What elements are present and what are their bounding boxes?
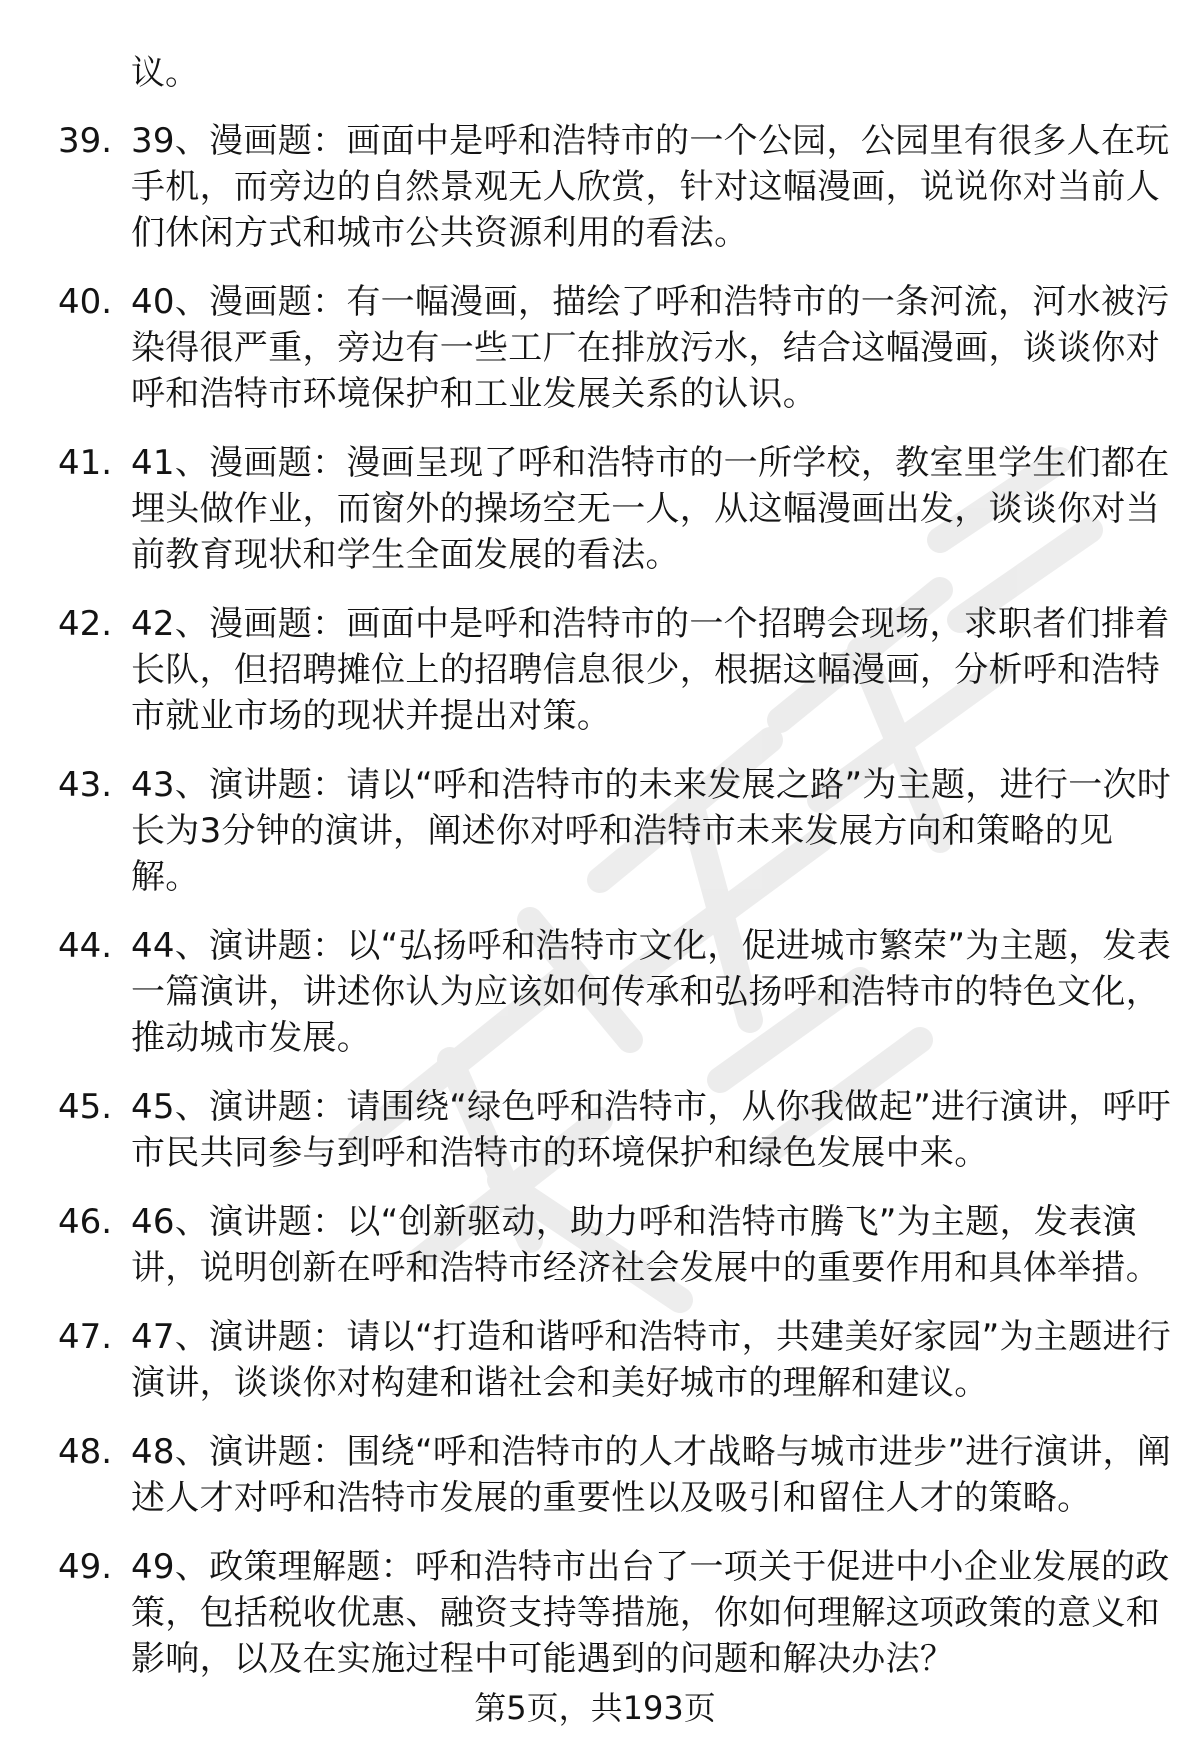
question-number: 46. [58, 1202, 113, 1242]
list-item [0, 601, 1190, 739]
question-number: 42. [58, 604, 113, 644]
list-item [0, 1084, 1190, 1176]
list-item [0, 1429, 1190, 1521]
list-item [0, 1544, 1190, 1682]
list-item [0, 1199, 1190, 1291]
question-number: 47. [58, 1317, 113, 1357]
question-text: 39、漫画题：画面中是呼和浩特市的一个公园，公园里有很多人在玩手机，而旁边的自然景观无人欣赏，针对这幅漫画，说说你对当前人们休闲方式和城市公共资源利用的看法。 [131, 121, 1170, 253]
question-text: 46、演讲题：以“创新驱动，助力呼和浩特市腾飞”为主题，发表演讲，说明创新在呼和浩特市经济社会发展中的重要作用和具体举措。 [131, 1202, 1160, 1288]
list-item [0, 118, 1190, 256]
page-indicator: 第5页，共193页 [474, 1689, 716, 1727]
question-text: 42、漫画题：画面中是呼和浩特市的一个招聘会现场，求职者们排着长队，但招聘摊位上的招聘信息很少，根据这幅漫画，分析呼和浩特市就业市场的现状并提出对策。 [131, 604, 1170, 736]
question-text: 43、演讲题：请以“呼和浩特市的未来发展之路”为主题，进行一次时长为3分钟的演讲，阐述你对呼和浩特市未来发展方向和策略的见解。 [131, 765, 1172, 897]
question-text: 48、演讲题：围绕“呼和浩特市的人才战略与城市进步”进行演讲，阐述人才对呼和浩特市发展的重要性以及吸引和留住人才的策略。 [131, 1432, 1172, 1518]
question-text: 45、演讲题：请围绕“绿色呼和浩特市，从你我做起”进行演讲，呼吁市民共同参与到呼和浩特市的环境保护和绿色发展中来。 [131, 1087, 1172, 1173]
question-text: 44、演讲题：以“弘扬呼和浩特市文化，促进城市繁荣”为主题，发表一篇演讲，讲述你认为应该如何传承和弘扬呼和浩特市的特色文化，推动城市发展。 [131, 926, 1172, 1058]
question-number: 39. [58, 121, 113, 161]
question-list [0, 118, 1190, 1705]
page-footer [0, 1688, 1190, 1728]
question-text: 40、漫画题：有一幅漫画，描绘了呼和浩特市的一条河流，河水被污染得很严重，旁边有一些工厂在排放污水，结合这幅漫画，谈谈你对呼和浩特市环境保护和工业发展关系的认识。 [131, 282, 1170, 414]
question-number: 44. [58, 926, 113, 966]
continuation-text: 议。 [131, 53, 199, 93]
question-number: 41. [58, 443, 113, 483]
list-item [0, 1314, 1190, 1406]
question-text: 47、演讲题：请以“打造和谐呼和浩特市，共建美好家园”为主题进行演讲，谈谈你对构建和谐社会和美好城市的理解和建议。 [131, 1317, 1172, 1403]
question-number: 43. [58, 765, 113, 805]
list-item [0, 762, 1190, 900]
list-item [0, 923, 1190, 1061]
question-text: 41、漫画题：漫画呈现了呼和浩特市的一所学校，教室里学生们都在埋头做作业，而窗外的操场空无一人，从这幅漫画出发，谈谈你对当前教育现状和学生全面发展的看法。 [131, 443, 1170, 575]
question-number: 49. [58, 1547, 113, 1587]
question-number: 45. [58, 1087, 113, 1127]
list-item [0, 440, 1190, 578]
question-text: 49、政策理解题：呼和浩特市出台了一项关于促进中小企业发展的政策，包括税收优惠、融资支持等措施，你如何理解这项政策的意义和影响，以及在实施过程中可能遇到的问题和解决办法？ [131, 1547, 1170, 1679]
question-number: 48. [58, 1432, 113, 1472]
list-item [0, 279, 1190, 417]
question-number: 40. [58, 282, 113, 322]
